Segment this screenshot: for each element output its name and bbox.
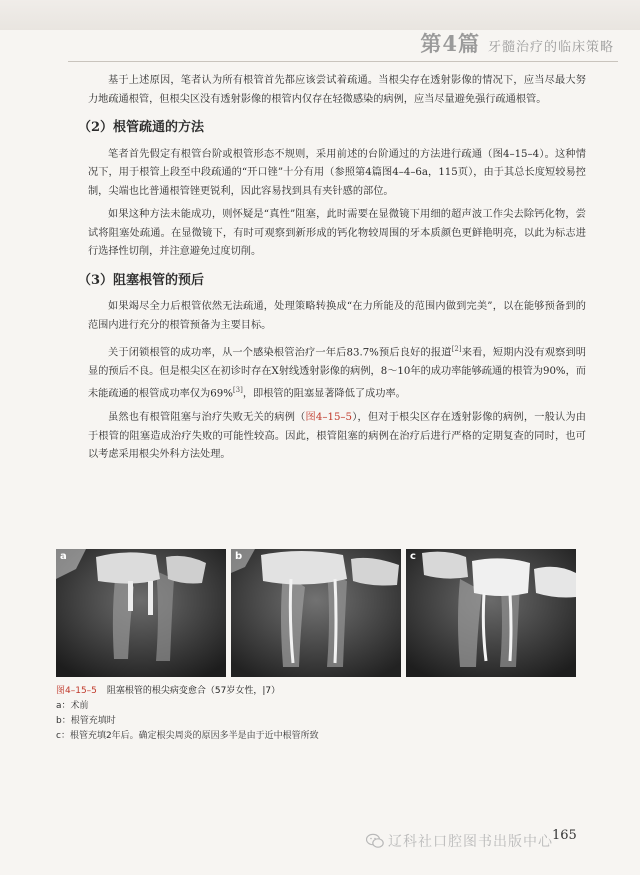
xray-panel-b <box>231 549 401 677</box>
paragraph-2: 笔者首先假定有根管台阶或根管形态不规则，采用前述的台阶通过的方法进行疏通（图4–15–4）。这种情况下，用于根管上段至中段疏通的“开口锉”十分有用（参照第4篇图4–4–6a，115页），由于其总长度短较易控制，尖端也比普通根管锉更锐利，因此容易找到具有夹针感的部位。 <box>88 148 586 197</box>
paragraph-4: 如果竭尽全力后根管依然无法疏通，处理策略转换成“在力所能及的范围内做到完美”，以在能够预备到的范围内进行充分的根管预备为主要目标。 <box>88 301 586 331</box>
caption-line-b: b：根管充填时 <box>56 716 116 726</box>
caption-number: 图4–15–5 <box>56 686 97 696</box>
paragraph-3: 如果这种方法未能成功，则怀疑是“真性”阻塞，此时需要在显微镜下用细的超声波工作尖去除钙化物，尝试将阻塞处疏通。在显微镜下，有时可观察到新形成的钙化物较周围的牙本质颜色更鲜艳明亮，以此为标志进行选择性切削，并注意避免过度切削。 <box>88 209 586 257</box>
wechat-icon <box>366 833 384 849</box>
caption-title-line <box>56 684 586 699</box>
paragraph-5-text-c: ，即根管的阻塞显著降低了成功率。 <box>242 388 406 400</box>
xray-panel-a <box>56 549 226 677</box>
section-heading-3: （3）阻塞根管的预后 <box>78 272 205 288</box>
panel-label-c: c <box>410 551 416 562</box>
watermark-text: 辽科社口腔图书出版中心 <box>388 834 553 850</box>
xray-figure <box>56 549 576 677</box>
paragraph-5-text-b: 来看，短期内没有观察到明显的预后不良。但是根尖区在初诊时存在X射线透射影像的病例，8～10年的成功率能够疏通的根管为90%，而未能疏通的根管成功率仅为69% <box>88 347 586 400</box>
panel-label-a: a <box>60 551 67 562</box>
panel-label-b: b <box>235 551 243 562</box>
page-number: 165 <box>552 828 577 843</box>
running-header <box>420 30 614 58</box>
xray-image-c <box>406 549 576 677</box>
paragraph-6-text-b: ），但对于根尖区存在透射影像的病例，一般认为由于根管的阻塞造成治疗失败的可能性较高。因此，根管阻塞的病例在治疗后进行严格的定期复查的同时，也可以考虑采用根尖外科方法处理。 <box>88 412 586 461</box>
main-text <box>78 72 586 470</box>
caption-line-c: c：根管充填2年后。确定根尖周炎的原因多半是由于近中根管所致 <box>56 731 319 741</box>
reference-3: [3] <box>232 386 243 395</box>
xray-image-a <box>56 549 226 677</box>
paragraph-6-text-a: 虽然也有根管阻塞与治疗失败无关的病例（ <box>108 412 306 424</box>
xray-image-b <box>231 549 401 677</box>
caption-line-a: a：术前 <box>56 701 89 711</box>
paragraph-1: 基于上述原因，笔者认为所有根管首先都应该尝试着疏通。当根尖存在透射影像的情况下，应当尽最大努力地疏通根管，但根尖区没有透射影像的根管内仅存在轻微感染的病例，应当尽量避免强行疏通根管。 <box>88 75 586 105</box>
section-heading-2: （2）根管疏通的方法 <box>78 120 205 135</box>
figure-caption <box>56 684 586 744</box>
paragraph-6 <box>88 409 586 465</box>
paragraph-5 <box>88 340 586 404</box>
header-band <box>0 0 640 30</box>
figure-reference: 图4–15–5 <box>305 412 353 424</box>
part-title: 第4篇 <box>420 31 480 56</box>
reference-2: [2] <box>451 345 462 353</box>
watermark <box>366 831 553 851</box>
header-divider <box>68 61 618 62</box>
paragraph-5-text-a: 关于闭锁根管的成功率，从一个感染根管治疗一年后83.7%预后良好的报道 <box>108 347 452 359</box>
xray-panel-c <box>406 549 576 677</box>
caption-title: 阻塞根管的根尖病变愈合（57岁女性，|7） <box>106 686 281 696</box>
part-subtitle: 牙髓治疗的临床策略 <box>487 40 614 55</box>
